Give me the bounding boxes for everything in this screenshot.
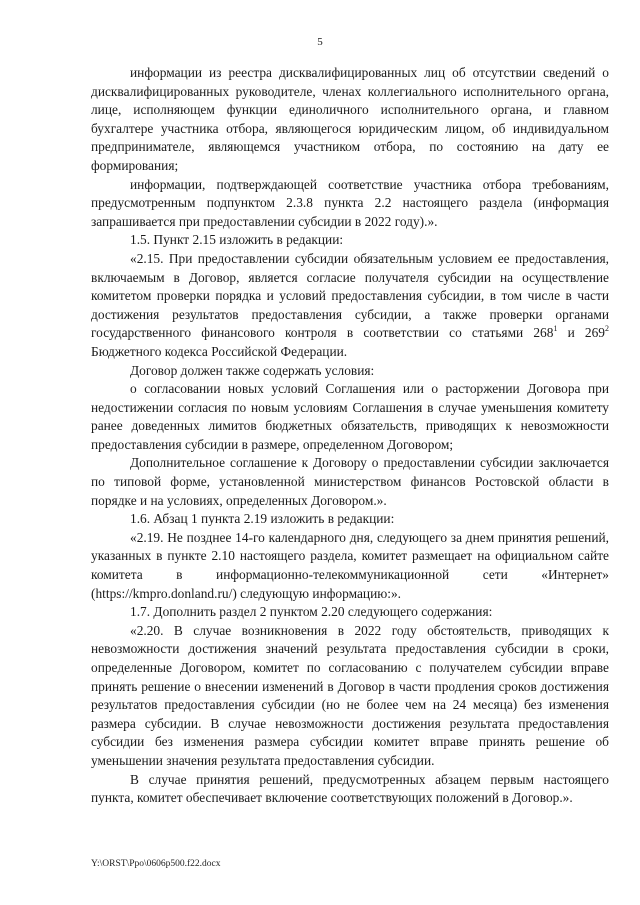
footnote-superscript: 2	[605, 324, 609, 334]
paragraph-agreement-terms: о согласовании новых условий Соглашения или о расторжении Договора при недостижении согласия по новым условиям Соглашения в случае уменьшения комитету ранее доведенных лимитов бюджетных обязательств, приводящих к невозможности предоставления субсидии в размере, определенном Договором;	[91, 381, 609, 452]
paragraph-disqualified-registry: информации из реестра дисквалифицированных лиц об отсутствии сведений о дисквалифицированных руководителе, членах коллегиального исполнительного органа, лице, исполняющем функции единоличного исполнительного органа, и главном бухгалтере участника отбора, являющегося юридическим лицом, об индивидуальном предпринимателе, являющемся участником отбора, по состоянию на дату ее формирования;	[91, 65, 609, 173]
paragraph-2-15-connector: и 269	[557, 325, 605, 341]
paragraph-1-5-heading: 1.5. Пункт 2.15 изложить в редакции:	[130, 232, 344, 248]
paragraph-1-6-heading: 1.6. Абзац 1 пункта 2.19 изложить в редакции:	[130, 511, 395, 527]
paragraph-compliance-info: информации, подтверждающей соответствие участника отбора требованиям, предусмотренным подпунктом 2.3.8 пункта 2.2 настоящего раздела (информация запрашивается при предоставлении субсидии в 2022 году).».	[91, 176, 609, 229]
paragraph-1-7-heading: 1.7. Дополнить раздел 2 пунктом 2.20 следующего содержания:	[130, 604, 493, 620]
document-body	[91, 64, 609, 808]
paragraph-2-15	[91, 250, 609, 362]
footer-file-path: Y:\ORST\Ppo\0606p500.f22.docx	[91, 859, 221, 869]
paragraph-2-20-second: В случае принятия решений, предусмотренных абзацем первым настоящего пункта, комитет обеспечивает включение соответствующих положений в Договор.».	[91, 771, 609, 806]
paragraph-contract-conditions: Договор должен также содержать условия:	[130, 362, 375, 378]
paragraph-2-15-end: Бюджетного кодекса Российской Федерации.	[91, 343, 348, 359]
paragraph-2-15-text: «2.15. При предоставлении субсидии обязательным условием ее предоставления, включаемым в Договор, является согласие получателя субсидии на осуществление комитетом проверки порядка и условий предоставления субсидии, в том числе в части достижения результатов предоставления субсидии, а также проверки органами государственного финансового контроля в соответствии со статьями 268	[91, 250, 609, 341]
paragraph-supplementary-agreement: Дополнительное соглашение к Договору о предоставлении субсидии заключается по типовой форме, установленной министерством финансов Ростовской области в порядке и на условиях, определенных Договором.».	[91, 455, 609, 508]
page-number: 5	[317, 36, 323, 48]
footnote-superscript: 1	[553, 324, 558, 334]
paragraph-2-20: «2.20. В случае возникновения в 2022 году обстоятельств, приводящих к невозможности достижения значений результата предоставления субсидии в сроки, определенные Договором, комитет по согласованию с получателем субсидии вправе принять решение о внесении изменений в Договор в части продления сроков достижения результатов предоставления субсидии (но не более чем на 24 месяца) без изменения размера субсидии. В случае невозможности достижения результата предоставления субсидии без изменения размера субсидии комитет вправе принять решение об уменьшении значения результата предоставления субсидии.	[91, 622, 609, 768]
paragraph-2-19: «2.19. Не позднее 14-го календарного дня, следующего за днем принятия решений, указанных в пункте 2.10 настоящего раздела, комитет размещает на официальном сайте комитета в информационно-телекоммуникационной сети «Интернет» (https://kmpro.donland.ru/) следующую информацию:».	[91, 529, 609, 601]
